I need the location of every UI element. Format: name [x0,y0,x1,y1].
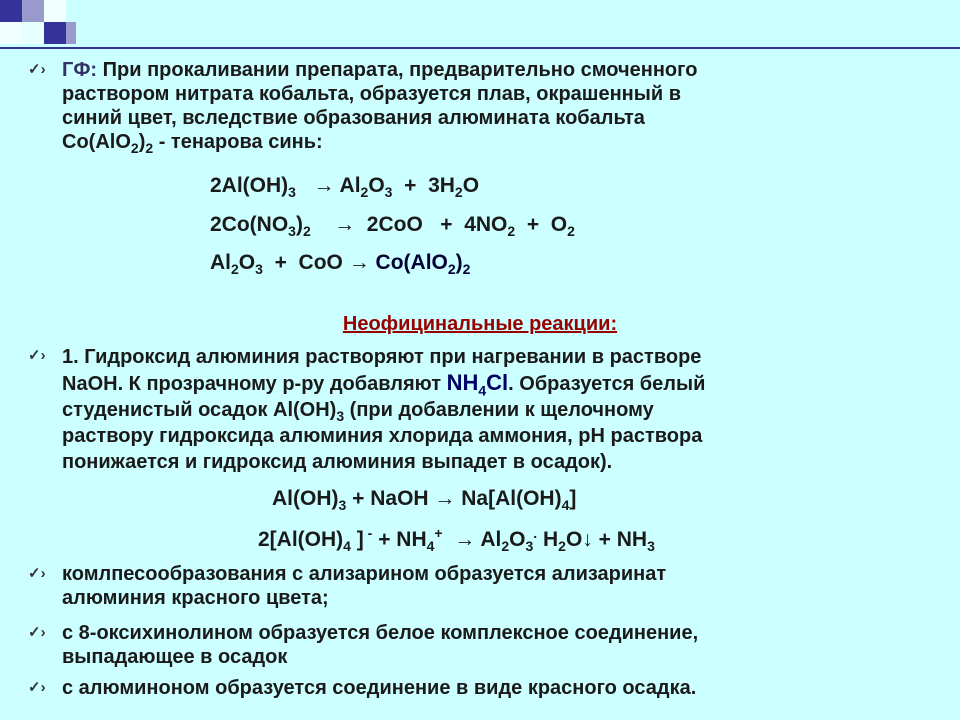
item2-paragraph: комлпесообразования с ализарином образуется ализаринат алюминия красного цвета; [62,563,667,609]
chevron-bullet-icon: ✓› [28,624,46,641]
gf-paragraph: ГФ: При прокаливании препарата, предварительно смоченного раствором нитрата кобальта, образуется плав, окрашенный в синий цвет, вследствие образования алюмината кобальта $Co(AlO_2)_2$ - тенарова синь: [62,59,698,156]
item3-paragraph: с 8-оксихинолином образуется белое комплексное соединение, выпадающее в осадок [62,622,699,668]
item4-paragraph: с алюминоном образуется соединение в виде красного осадка. [62,677,697,699]
equation-gf-1: $2Al(OH)_3 \to Al_2O_3 + 3H_2O$ [210,174,480,201]
title-divider [0,47,960,49]
equation-item1-2: $2[Al(OH)_4$ ] $^- + NH_4^+ \to Al_2O_3^.$ $H_2O↓ + NH_3$ [258,525,655,555]
equation-gf-3: $Al_2O_3$ + CoO → $Co(AlO_2)_2$ [210,251,471,278]
chevron-bullet-icon: ✓› [28,347,46,364]
item1-paragraph: 1. Гидроксид алюминия растворяют при нагревании в растворе NaOH. К прозрачному р-ру добавляют $NH_4Cl$. Образуется белый студенистый осадок $Al(OH)_3$ (при добавлении к щелочному раствору гидроксида алюминия хлорида аммония, pH раствора понижается и гидроксид алюминия выпадет в осадок). [62,346,706,473]
heading-unofficial-reactions: Неофицинальные реакции: [342,313,618,335]
gf-label: ГФ: [62,59,98,81]
equation-item1-1: $Al(OH)_3$ + NaOH → $Na[Al(OH)_4]$ [272,487,577,514]
chevron-bullet-icon: ✓› [28,61,46,78]
chevron-bullet-icon: ✓› [28,565,46,582]
chevron-bullet-icon: ✓› [28,679,46,696]
equation-gf-2: $2Co(NO_3)_2$ → $2CoO + 4NO_2 + O_2$ [210,213,575,240]
